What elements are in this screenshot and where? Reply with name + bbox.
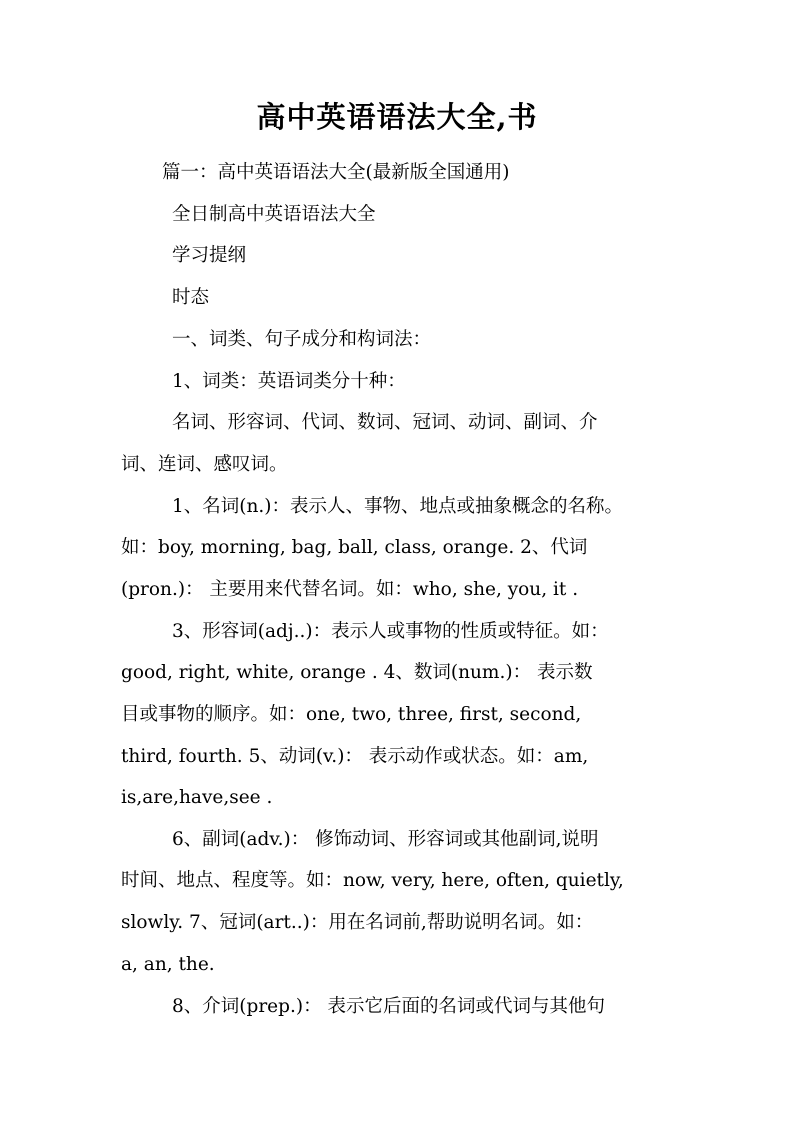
text-line: 3、形容词(adj..)：表示人或事物的性质或特征。如： xyxy=(172,621,609,642)
text-line: third, fourth. 5、动词(v.)： 表示动作或状态。如：am, xyxy=(121,746,589,767)
text-line: 词、连词、感叹词。 xyxy=(121,454,288,475)
text-line: 时态 xyxy=(172,287,210,308)
text-line: 学习提纲 xyxy=(172,245,247,266)
text-line: 6、副词(adv.)： 修饰动词、形容词或其他副词,说明 xyxy=(172,829,599,850)
text-line: (pron.)： 主要用来代替名词。如：who, she, you, it . xyxy=(121,579,579,600)
text-line: 一、词类、句子成分和构词法： xyxy=(172,329,432,350)
text-line: 目或事物的顺序。如：one, two, three, first, second, xyxy=(121,704,582,725)
text-line: 8、介词(prep.)： 表示它后面的名词或代词与其他句 xyxy=(172,996,605,1017)
text-line: 如：boy, morning, bag, ball, class, orange. 2、代词 xyxy=(121,537,588,558)
text-line: 时间、地点、程度等。如：now, very, here, often, quietly, xyxy=(121,870,624,891)
text-line: slowly. 7、冠词(art..)：用在名词前,帮助说明名词。如： xyxy=(121,912,594,933)
text-line: a, an, the. xyxy=(121,954,215,975)
text-line: good, right, white, orange . 4、数词(num.)： 表示数 xyxy=(121,662,593,683)
text-line: is,are,have,see . xyxy=(121,787,273,808)
text-line: 篇一：高中英语语法大全(最新版全国通用) xyxy=(162,162,510,183)
text-line: 名词、形容词、代词、数词、冠词、动词、副词、介 xyxy=(172,412,598,433)
document-title: 高中英语语法大全,书 xyxy=(256,100,538,134)
text-line: 1、词类：英语词类分十种： xyxy=(172,371,406,392)
text-line: 全日制高中英语语法大全 xyxy=(172,204,376,225)
text-line: 1、名词(n.)：表示人、事物、地点或抽象概念的名称。 xyxy=(172,496,624,517)
